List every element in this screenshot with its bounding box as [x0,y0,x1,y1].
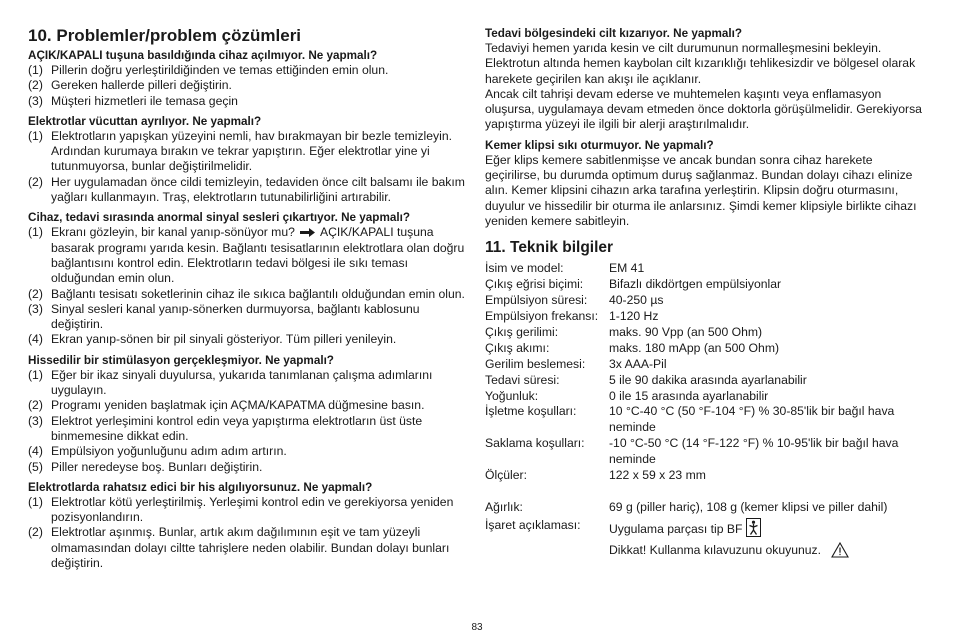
list-item: (4) Empülsiyon yoğunluğunu adım adım artırın. [28,444,287,459]
spec-row: Empülsiyon süresi: 40-250 µs [485,293,664,308]
question-abnormal-signal: Cihaz, tedavi sırasında anormal sinyal sesleri çıkartıyor. Ne yapmalı? [28,211,410,225]
list-item: (1) Eğer bir ikaz sinyali duyulursa, yukarıda tanımlanan çalışma adımlarını uygulayın. [28,367,433,398]
answer-list [28,368,470,475]
list-item: (1) Pillerin doğru yerleştirildiğinden ve temas ettiğinden emin olun. [28,63,389,77]
list-item: (2) Bağlantı tesisatı soketlerinin cihaz ile sıkıca bağlantılı olduğundan emin olun. [28,286,465,301]
list-item: (1) Elektrotların yapışkan yüzeyini nemli, hav bırakmayan bir bezle temizleyin. Ardından kurumaya bırakın ve tekrar yapıştırın. Eğer elektrotlar yine yi tutunmuyorsa, bunlar değiştirilmelidir. [28,128,453,174]
spec-row: Gerilim beslemesi: 3x AAA-Pil [485,356,667,371]
spec-row: Saklama koşulları: -10 °C-50 °C (14 °F-122 °F) % 10-95'lik bir bağıl hava neminde [485,436,899,467]
spec-row: İsim ve model: EM 41 [485,261,645,276]
answer-list [28,495,470,571]
question-no-stimulation: Hissedilir bir stimülasyon gerçekleşmiyor. Ne yapmalı? [28,353,334,367]
paragraph: Tedaviyi hemen yarıda kesin ve cilt durumunun normalleşmesini bekleyin. Elektrotun altında hemen kaybolan cilt kızarıklığı tehlikesizdir ve bölgesel olarak harekete geçirilen kan akışı ile açıklanır. [485,41,916,86]
spec-row: Yoğunluk: 0 ile 15 arasında ayarlanabilir [485,388,769,403]
right-column [485,26,925,559]
list-item: (1) Elektrotlar kötü yerleştirilmiş. Yerleşimi kontrol edin ve gerekiyorsa yeniden pozisyonlandırın. [28,494,454,525]
spec-row: Çıkış gerilimi: maks. 90 Vpp (an 500 Ohm) [485,324,763,339]
answer-list [28,63,470,109]
spec-table [485,261,925,558]
spec-row: Çıkış eğrisi biçimi: Bifazlı dikdörtgen empülsiyonlar [485,277,782,292]
list-item: (2) Gereken hallerde pilleri değiştirin. [28,78,232,93]
question-belt-clip: Kemer klipsi sıkı oturmuyor. Ne yapmalı? [485,138,714,152]
spec-row: Tedavi süresi: 5 ile 90 dakika arasında ayarlanabilir [485,372,807,387]
bf-applied-part-icon [746,518,761,537]
list-item: (3) Müşteri hizmetleri ile temasa geçin [28,93,238,108]
page-number: 83 [471,622,483,633]
spec-row: İşletme koşulları: 10 °C-40 °C (50 °F-104 °F) % 30-85'lik bir bağıl hava neminde [485,404,895,435]
answer-list [28,225,470,347]
list-item: (2) Elektrotlar aşınmış. Bunlar, artık akım dağılımının eşit ve tam yüzeyli olmamasından dolayı ciltte tahrişlere neden olabilir. Bundan dolayı bunları değiştirin. [28,525,450,571]
paragraph: Eğer klips kemere sabitlenmişse ve ancak bundan sonra cihaz harekete geçirilirse, bu durumda optimum duruş sağlanmaz. Bundan dolayı cihazı elinize alın. Kemer klipsini cihazın arka tarafına yerleştirin. Klipsin doğru oturmasını, duyulur ve hissedilir bir oturma ile anlarsınız. Şimdi kemer klipsiyle birlikte cihazı yeniden kemere sabitleyin. [485,152,917,228]
list-item: (2) Her uygulamadan önce cildi temizleyin, tedaviden önce cilt balsamı ile bakım yağları kullanmayın. Traş, elektrotların tutunabilirliğini artırabilir. [28,174,465,205]
list-item: (4) Ekran yanıp-sönen bir pil sinyali gösteriyor. Tüm pilleri yenileyin. [28,332,397,347]
question-uncomfortable-feeling: Elektrotlarda rahatsız edici bir his algılıyorsunuz. Ne yapmalı? [28,480,373,494]
list-item: (3) Sinyal sesleri kanal yanıp-sönerken durmuyorsa, bağlantı kablosunu değiştirin. [28,301,420,332]
spec-row: Ağırlık: 69 g (piller hariç), 108 g (kemer klipsi ve piller dahil) [485,499,888,514]
spec-row: İşaret açıklaması: Uygulama parçası tip BF [485,518,925,538]
spec-row: Çıkış akımı: maks. 180 mApp (an 500 Ohm) [485,340,780,355]
list-item: (3) Elektrot yerleşimini kontrol edin veya yapıştırma elektrotların üst üste binmemesine dikkat edin. [28,413,423,443]
paragraph: Ancak cilt tahrişi devam ederse ve muhtemelen kaşıntı veya enflamasyon oluşursa, uygulamaya devam etmeden önce doktorla görüşülmelidir. Gerekiyorsa yapıştırma yüzeyi ile ilgili bir alerji araştırılmalıdır. [485,86,922,132]
list-item: (1) Ekranı gözleyin, bir kanal yanıp-sönüyor mu? AÇIK/KAPALI tuşuna basarak programı yarıda kesin. Bağlantı tesisatlarının elektrotlara olan doğru bağlantısını kontrol edin. Elektrotların tedavi bölgesi ile sıkı teması olduğundan emin olun. [28,225,465,286]
spec-row: Dikkat! Kullanma kılavuzunu okuyunuz. [485,542,925,559]
spec-row [485,484,925,500]
spec-row: Ölçüler: 122 x 59 x 23 mm [485,468,706,483]
list-item: (2) Programı yeniden başlatmak için AÇMA/KAPATMA düğmesine basın. [28,398,425,413]
list-item: (5) Piller neredeyse boş. Bunları değiştirin. [28,459,263,474]
technical-data-heading: 11. Teknik bilgiler [485,239,614,257]
question-skin-redness: Tedavi bölgesindeki cilt kızarıyor. Ne yapmalı? [485,27,742,40]
answer-list [28,129,470,205]
left-column [28,26,470,571]
troubleshooting-heading: 10. Problemler/problem çözümleri [28,26,302,45]
question-device-not-on: AÇIK/KAPALI tuşuna basıldığında cihaz açılmıyor. Ne yapmalı? [28,49,378,62]
arrow-right-icon [300,228,315,237]
question-electrodes-detach: Elektrotlar vücuttan ayrılıyor. Ne yapmalı? [28,114,262,128]
warning-triangle-icon [831,542,849,558]
spec-row: Empülsiyon frekansı: 1-120 Hz [485,308,659,323]
